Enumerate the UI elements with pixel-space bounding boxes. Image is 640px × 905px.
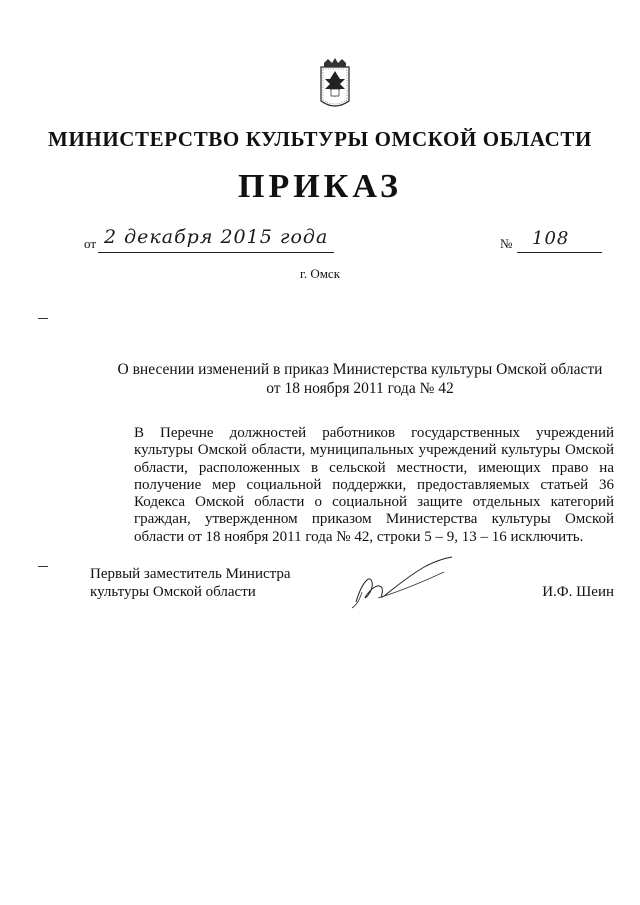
order-body: [90, 425, 614, 546]
handwritten-signature: [348, 552, 458, 612]
date-underline: [98, 252, 334, 253]
document-title: ПРИКАЗ: [238, 168, 402, 205]
number-underline: [517, 252, 602, 253]
margin-mark: [38, 318, 48, 319]
city: г. Омск: [299, 266, 341, 281]
handwritten-number: 108: [532, 228, 570, 249]
order-subject: [90, 360, 630, 398]
margin-mark: [38, 566, 48, 567]
subject-line-1: О внесении изменений в приказ Министерства культуры Омской области: [117, 361, 603, 378]
ministry-name: МИНИСТЕРСТВО КУЛЬТУРЫ ОМСКОЙ ОБЛАСТИ: [48, 127, 592, 151]
position-line-1: Первый заместитель Министра: [90, 566, 291, 582]
handwritten-date: 2 декабря 2015 года: [104, 226, 329, 248]
position-line-2: культуры Омской области: [90, 584, 256, 600]
date-label: от: [84, 236, 97, 251]
coat-of-arms-icon: [318, 57, 352, 113]
subject-line-2: от 18 ноября 2011 года № 42: [266, 380, 454, 397]
signatory-position: [90, 565, 291, 601]
signatory-name: И.Ф. Шеин: [542, 584, 614, 600]
body-paragraph: В Перечне должностей работников государственных учреждений культуры Омской области, муниципальных учреждений культуры Омской области, расположенных в сельской местности, имеющих право на получение мер социальной поддержки, предоставляемых статьей 36 Кодекса Омской области о социальной защите отдельных категорий граждан, утвержденном приказом Министерства культуры Омской области от 18 ноября 2011 года № 42, строки 5 – 9, 13 – 16 исключить.: [134, 425, 614, 545]
number-label: №: [500, 236, 513, 251]
